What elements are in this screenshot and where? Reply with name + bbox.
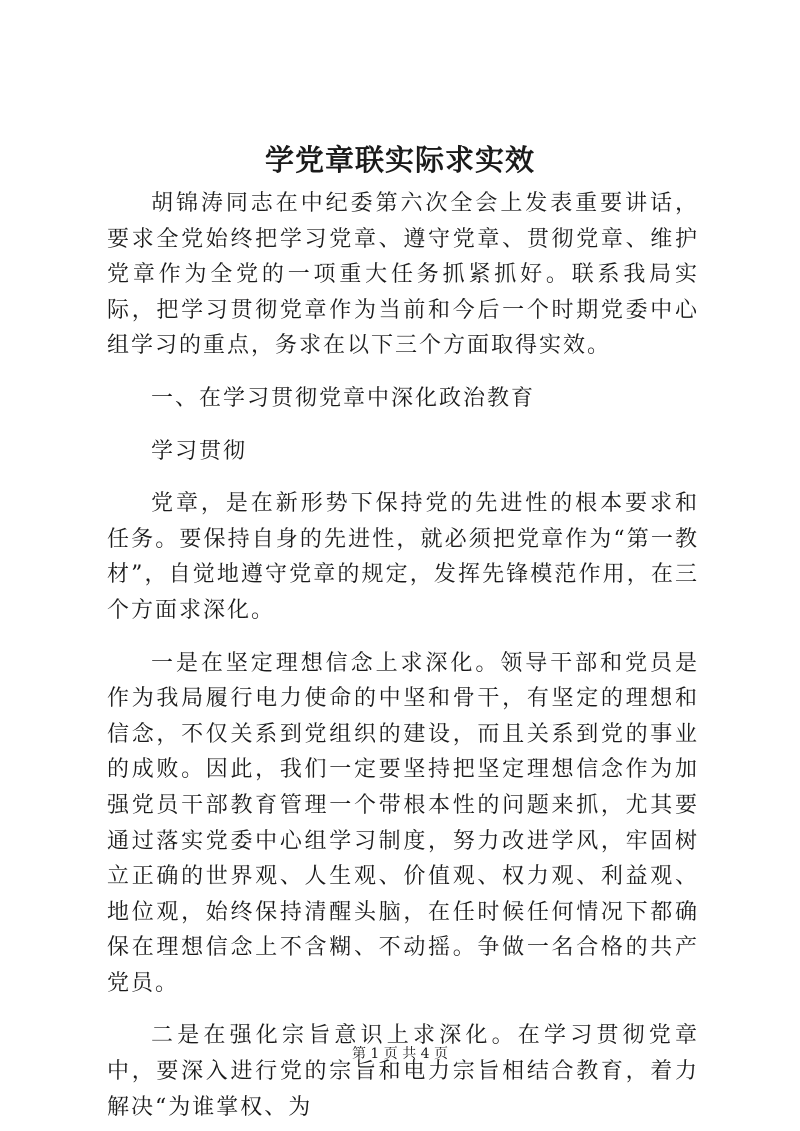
page-number: 第 1 页 共 4 页 [351, 1046, 449, 1062]
paragraph-party-constitution: 党章，是在新形势下保持党的先进性的根本要求和任务。要保持自身的先进性，就必须把党章作为“第一教材”，自觉地遵守党章的规定，发挥先锋模范作用，在三个方面求深化。 [107, 491, 699, 623]
document-body [107, 186, 699, 1125]
section-heading-1: 一、在学习贯彻党章中深化政治教育 [151, 385, 536, 411]
document-title: 学党章联实际求实效 [264, 143, 535, 177]
paragraph-intro: 胡锦涛同志在中纪委第六次全会上发表重要讲话，要求全党始终把学习党章、遵守党章、贯彻党章、维护党章作为全党的一项重大任务抓紧抓好。联系我局实际，把学习贯彻党章作为当前和今后一个时期党委中心组学习的重点，务求在以下三个方面取得实效。 [107, 191, 699, 359]
paragraph-ideals-beliefs: 一是在坚定理想信念上求深化。领导干部和党员是作为我局履行电力使命的中坚和骨干，有坚定的理想和信念，不仅关系到党组织的建设，而且关系到党的事业的成败。因此，我们一定要坚持把坚定理想信念作为加强党员干部教育管理一个带根本性的问题来抓，尤其要通过落实党委中心组学习制度，努力改进学风，牢固树立正确的世界观、人生观、价值观、权力观、利益观、地位观，始终保持清醒头脑，在任时候任何情况下都确保在理想信念上不含糊、不动摇。争做一名合格的共产党员。 [107, 650, 699, 996]
paragraph-purpose-awareness: 二是在强化宗旨意识上求深化。在学习贯彻党章中，要深入进行党的宗旨和电力宗旨相结合教育，着力解决“为谁掌权、为 [107, 1023, 699, 1120]
subheading-study: 学习贯彻 [151, 438, 248, 464]
